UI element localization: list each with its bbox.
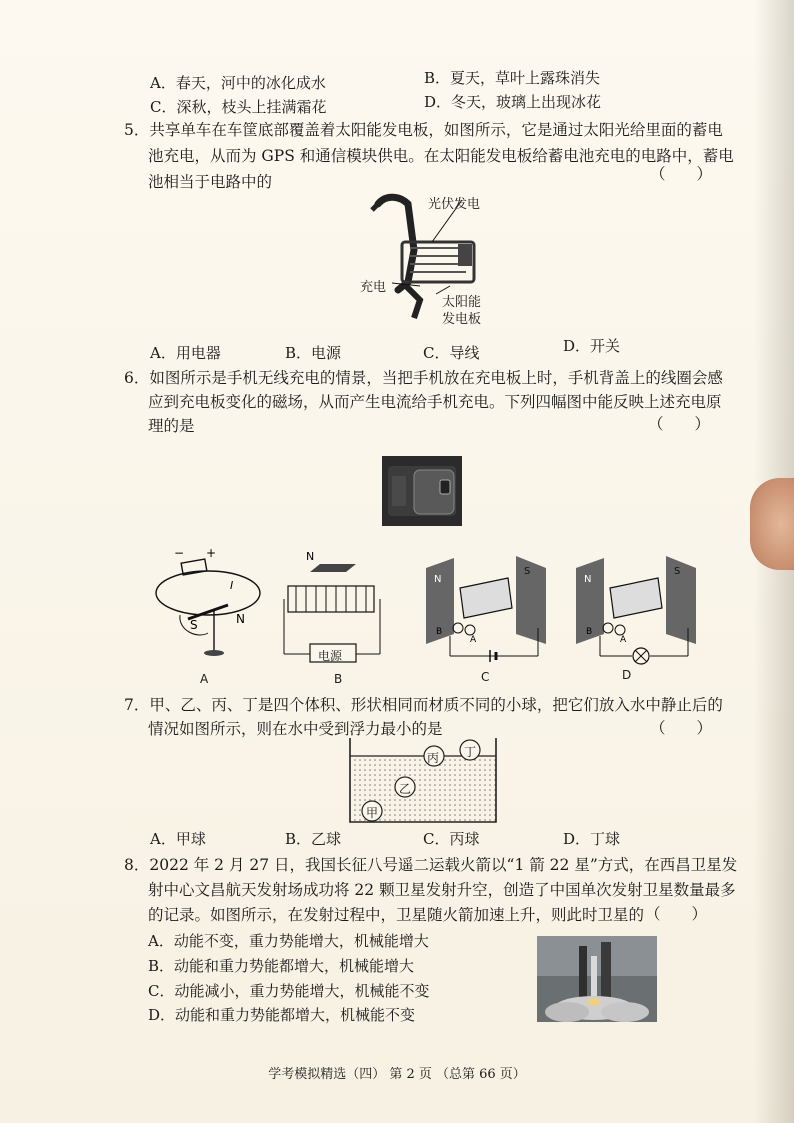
q5-stem-line1: 5．共享单车在车筐底部覆盖着太阳能发电板，如图所示，它是通过太阳光给里面的蓄电	[124, 121, 723, 139]
q4-option-b: B．夏天，草叶上露珠消失	[424, 69, 601, 87]
figure-label-solar-2: 发电板	[442, 312, 482, 327]
q8-answer-bracket: （ ）	[645, 905, 708, 923]
svg-text:A: A	[620, 635, 627, 645]
figure-label-pv: 光伏发电	[428, 197, 481, 212]
svg-text:N: N	[434, 574, 442, 585]
figure-a-oersted	[150, 545, 266, 665]
figure-c-generator	[420, 548, 550, 666]
q8-stem-line2: 射中心文昌航天发射场成功将 22 颗卫星发射升空，创造了中国单次发射卫星数量最多	[148, 881, 736, 899]
svg-text:−: −	[174, 546, 185, 560]
figure-b-power-label: 电源	[318, 649, 343, 663]
q8-stem-line1: 8．2022 年 2 月 27 日，我国长征八号遥二运载火箭以“1 箭 22 星”方式，在西昌卫星发	[124, 856, 738, 874]
q5-stem-line2: 池充电，从而为 GPS 和通信模块供电。在太阳能发电板给蓄电池充电的电路中，蓄电	[148, 147, 734, 165]
q6-answer-bracket: （ ）	[648, 415, 711, 433]
svg-text:+: +	[206, 546, 217, 560]
q5-stem-line3: 池相当于电路中的	[148, 173, 273, 191]
svg-text:S: S	[190, 618, 198, 632]
svg-text:A: A	[470, 635, 477, 645]
q7-option-d: D．丁球	[563, 830, 621, 848]
q4-option-d: D．冬天，玻璃上出现冰花	[424, 93, 602, 111]
q8-stem-line3: 的记录。如图所示，在发射过程中，卫星随火箭加速上升，则此时卫星的	[148, 906, 645, 924]
figure-label-charge: 充电	[360, 280, 387, 295]
q7-option-c: C．丙球	[423, 830, 480, 848]
q5-option-a: A．用电器	[150, 344, 221, 362]
rocket-launch-photo	[537, 936, 657, 1022]
figure-b-label: B	[334, 672, 343, 686]
q6-stem-line3: 理的是	[148, 417, 195, 435]
q8-option-b: B．动能和重力势能都增大，机械能增大	[148, 957, 415, 975]
q6-stem-line1: 6．如图所示是手机无线充电的情景，当把手机放在充电板上时，手机背盖上的线圈会感	[124, 369, 723, 387]
svg-text:N: N	[584, 574, 592, 585]
q5-option-b: B．电源	[285, 344, 342, 362]
ball-yi-label: 乙	[399, 782, 412, 796]
q4-option-a: A．春天，河中的冰化成水	[150, 74, 326, 92]
ball-ding-label: 丁	[464, 745, 477, 759]
svg-text:B: B	[436, 627, 443, 637]
q5-answer-bracket: （ ）	[650, 165, 713, 183]
q8-option-c: C．动能减小，重力势能增大，机械能不变	[148, 982, 430, 1000]
q6-stem-line2: 应到充电板变化的磁场，从而产生电流给手机充电。下列四幅图中能反映上述充电原	[148, 393, 722, 411]
q8-option-a: A．动能不变，重力势能增大，机械能增大	[148, 932, 429, 950]
figure-d-label: D	[622, 668, 632, 682]
q5-option-d: D．开关	[563, 337, 621, 355]
svg-text:N: N	[306, 550, 315, 563]
q7-option-a: A．甲球	[150, 830, 206, 848]
thumb-photo-artifact	[750, 478, 794, 570]
svg-text:I: I	[230, 579, 234, 592]
svg-text:S: S	[674, 566, 681, 577]
q7-stem-line2: 情况如图所示，则在水中受到浮力最小的是	[148, 720, 443, 738]
q5-option-c: C．导线	[423, 344, 480, 362]
ball-jia-label: 甲	[366, 806, 379, 820]
svg-text:B: B	[586, 627, 593, 637]
wireless-charger-photo	[382, 456, 462, 526]
figure-c-label: C	[481, 670, 490, 684]
page-footer: 学考模拟精选（四） 第 2 页 （总第 66 页）	[268, 1067, 526, 1082]
svg-text:N: N	[236, 612, 245, 626]
q7-stem-line1: 7．甲、乙、丙、丁是四个体积、形状相同而材质不同的小球，把它们放入水中静止后的	[124, 696, 723, 714]
q4-option-c: C．深秋，枝头上挂满霜花	[150, 98, 327, 116]
ball-bing-label: 丙	[427, 751, 440, 765]
figure-label-solar-1: 太阳能	[442, 295, 482, 310]
q7-option-b: B．乙球	[285, 830, 342, 848]
svg-text:S: S	[524, 566, 531, 577]
q7-answer-bracket: （ ）	[650, 719, 713, 737]
q8-option-d: D．动能和重力势能都增大，机械能不变	[148, 1006, 416, 1024]
figure-a-label: A	[200, 672, 209, 686]
figure-d-generator-lamp	[570, 548, 700, 666]
